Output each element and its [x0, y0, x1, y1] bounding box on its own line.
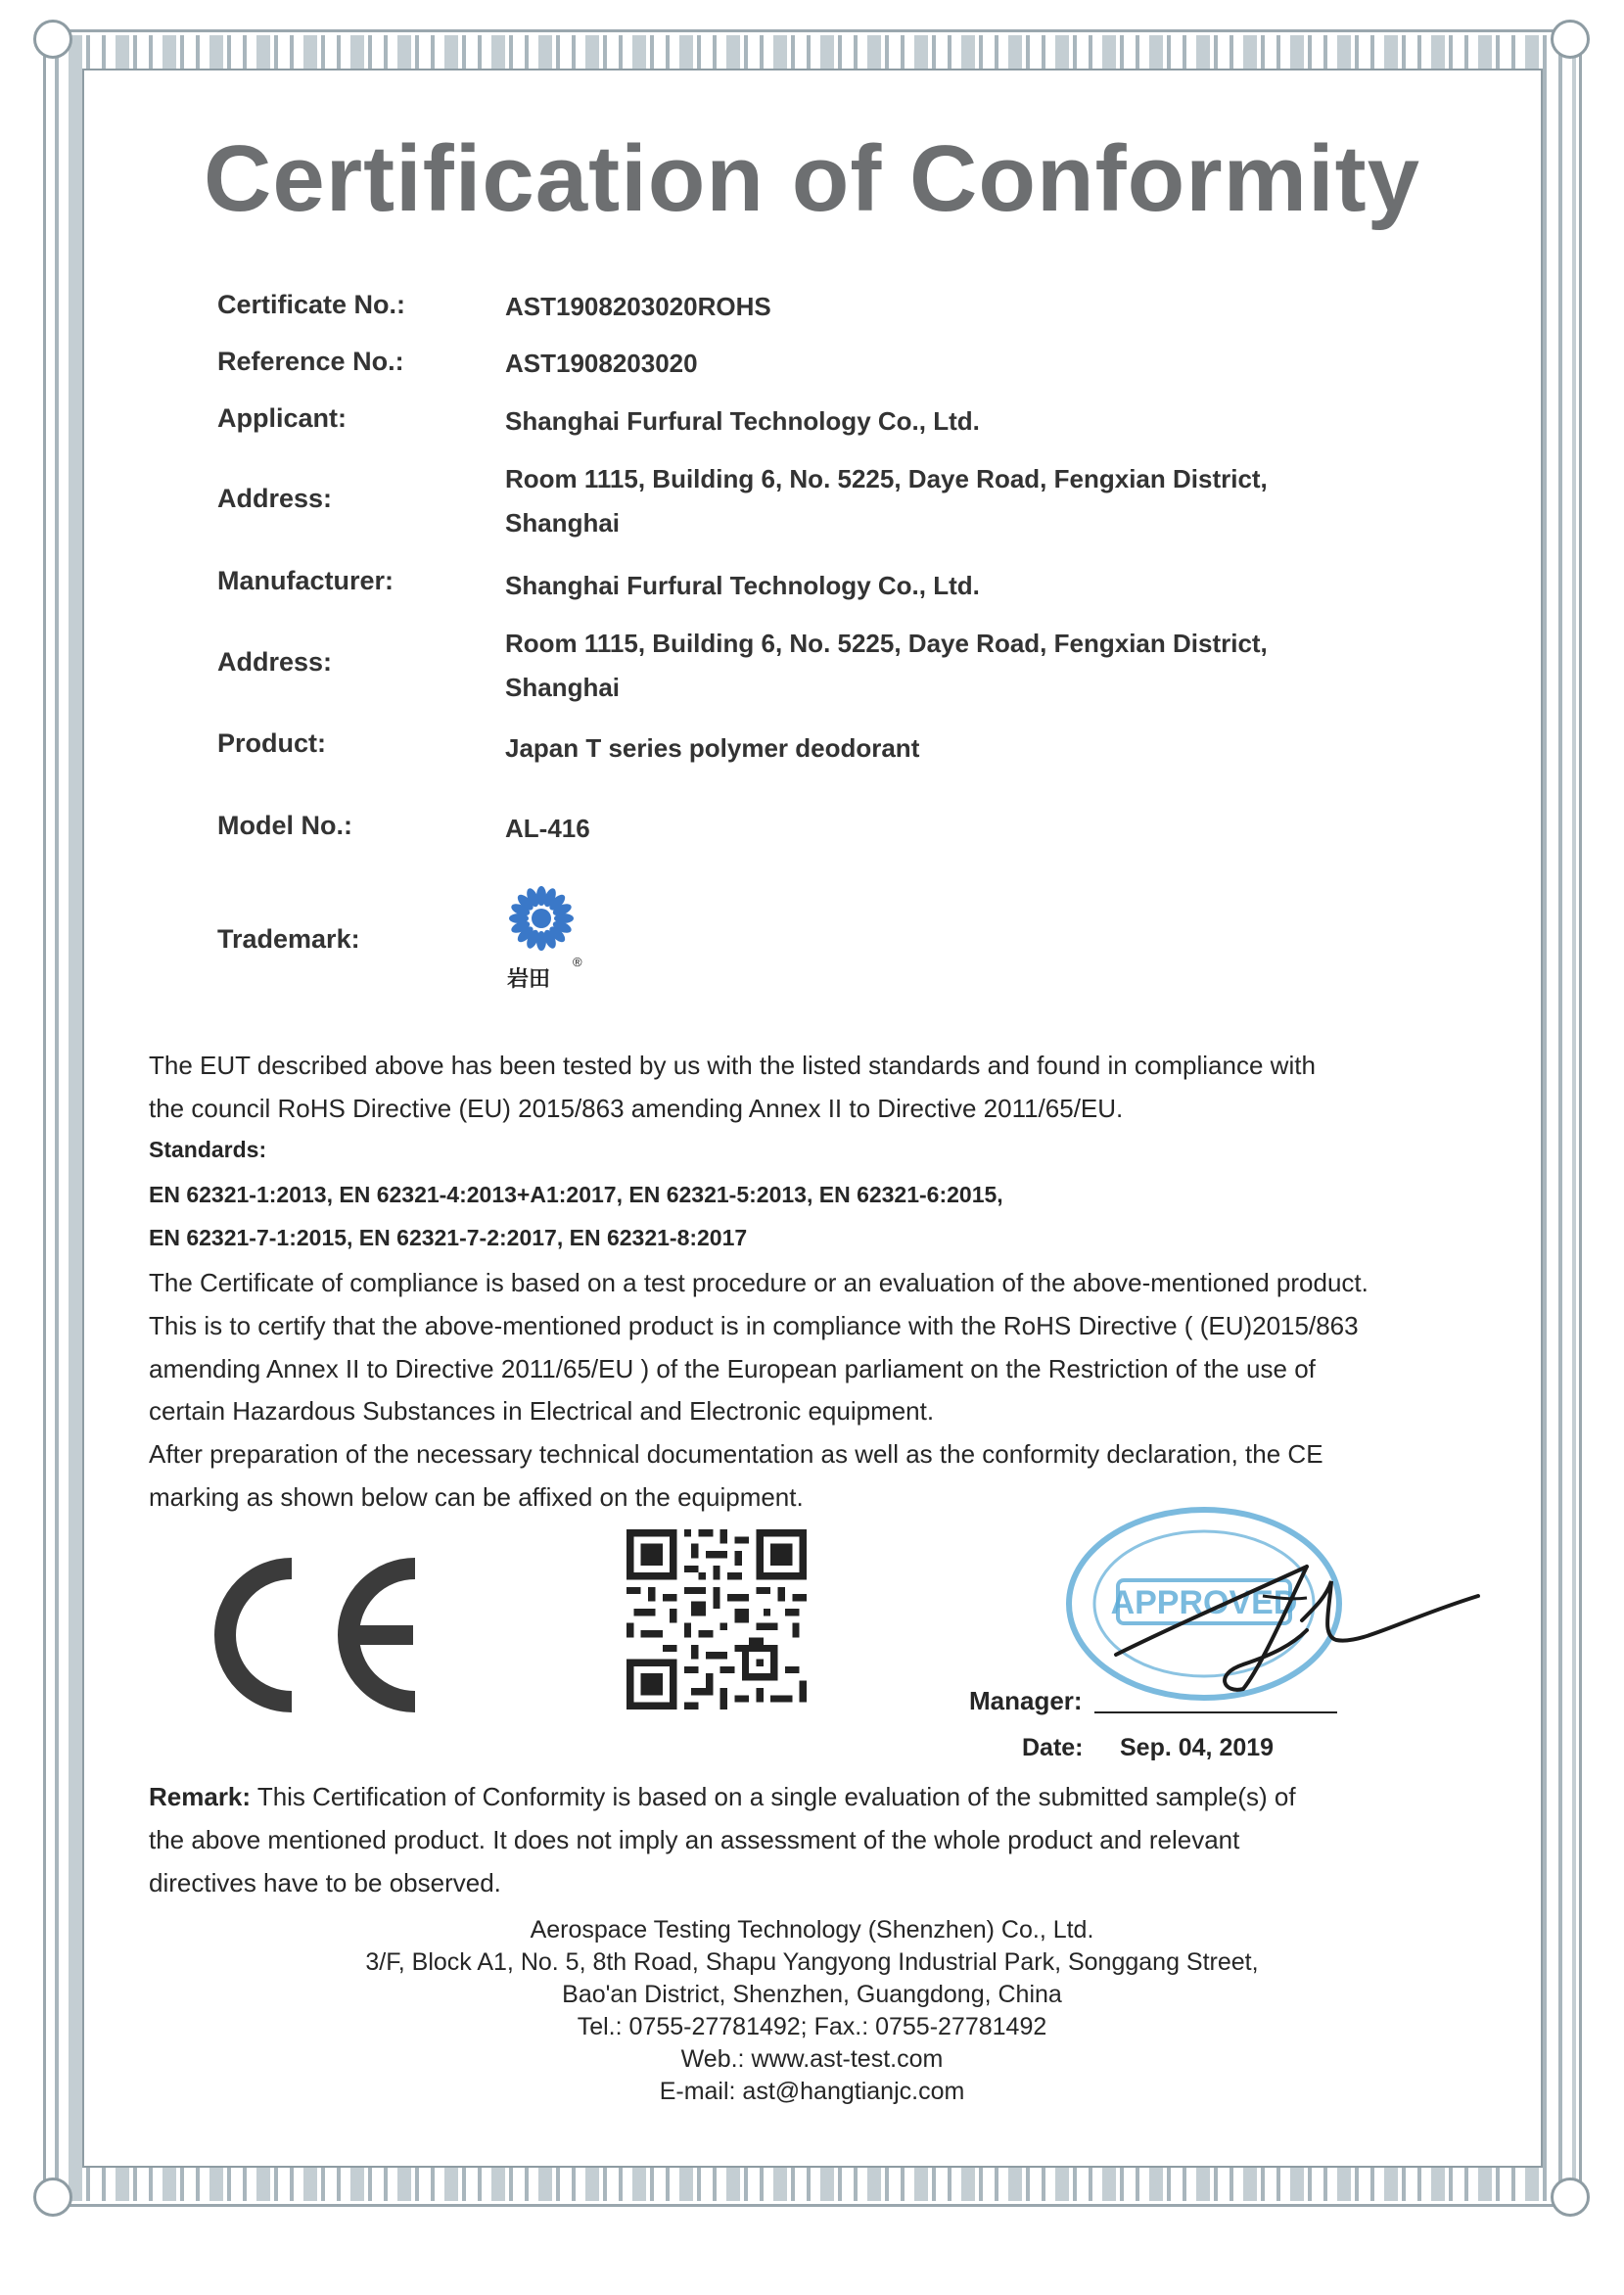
manufacturer-address-line1: Room 1115, Building 6, No. 5225, Daye Road, Fengxian District,	[505, 629, 1268, 658]
manufacturer-address-label: Address:	[217, 647, 333, 677]
manager-label: Manager:	[969, 1686, 1083, 1715]
corner-ornament-icon	[33, 2178, 72, 2217]
reference-no-label: Reference No.:	[217, 347, 404, 376]
compliance-line3: amending Annex II to Directive 2011/65/EU ) of the European parliament on the Restriction of the use of	[149, 1354, 1316, 1383]
product-value: Japan T series polymer deodorant	[505, 733, 920, 763]
registered-symbol: ®	[573, 955, 582, 969]
issuer-name: Aerospace Testing Technology (Shenzhen) Co., Ltd.	[530, 1916, 1094, 1944]
applicant-value: Shanghai Furfural Technology Co., Ltd.	[505, 406, 980, 436]
issuer-address-line1: 3/F, Block A1, No. 5, 8th Road, Shapu Yangyong Industrial Park, Songgang Street,	[365, 1948, 1259, 1976]
date-value: Sep. 04, 2019	[1120, 1734, 1275, 1761]
issuer-web: Web.: www.ast-test.com	[680, 2045, 944, 2073]
manager-signature-line	[1094, 1711, 1337, 1713]
model-no-value: AL-416	[505, 814, 590, 843]
standards-title: Standards:	[149, 1137, 267, 1162]
certificate-no-label: Certificate No.:	[217, 290, 406, 319]
compliance-line5: After preparation of the necessary technical documentation as well as the conformity declaration, the CE	[149, 1439, 1323, 1469]
applicant-address-label: Address:	[217, 484, 333, 513]
corner-ornament-icon	[1551, 20, 1590, 59]
compliance-line4: certain Hazardous Substances in Electrical and Electronic equipment.	[149, 1396, 935, 1426]
issuer-phone: Tel.: 0755-27781492; Fax.: 0755-27781492	[577, 2013, 1047, 2040]
certificate-no-value: AST1908203020ROHS	[505, 292, 771, 321]
applicant-address-line1: Room 1115, Building 6, No. 5225, Daye Road, Fengxian District,	[505, 464, 1268, 493]
stamp-approved-text: APPROVED	[1110, 1584, 1298, 1621]
remark-line1: This Certification of Conformity is based on a single evaluation of the submitted sample(s) of	[251, 1782, 1296, 1811]
issuer-email: E-mail: ast@hangtianjc.com	[659, 2078, 965, 2105]
qr-code-icon	[626, 1529, 807, 1710]
remark-label: Remark:	[149, 1782, 252, 1811]
signature-icon	[1106, 1527, 1488, 1704]
issuer-address-line2: Bao'an District, Shenzhen, Guangdong, China	[562, 1981, 1062, 2008]
applicant-address-line2: Shanghai	[505, 508, 621, 538]
issuer-block	[0, 1914, 1624, 2108]
compliance-line1: The Certificate of compliance is based on a test procedure or an evaluation of the above-mentioned product.	[149, 1268, 1369, 1297]
ce-mark-icon	[206, 1547, 441, 1723]
date-label: Date:	[1022, 1734, 1084, 1761]
trademark-label: Trademark:	[217, 924, 360, 954]
remark-line2: the above mentioned product. It does not imply an assessment of the whole product and relevant	[149, 1825, 1240, 1854]
certificate-title: Certification of Conformity	[204, 126, 1420, 231]
remark-paragraph	[149, 1775, 1461, 1904]
manufacturer-address-line2: Shanghai	[505, 673, 621, 702]
eut-statement-line2: the council RoHS Directive (EU) 2015/863 amending Annex II to Directive 2011/65/EU.	[149, 1094, 1124, 1123]
applicant-label: Applicant:	[217, 403, 347, 433]
trademark-logo-icon	[509, 886, 574, 951]
eut-statement-line1: The EUT described above has been tested by us with the listed standards and found in compliance with	[149, 1051, 1316, 1080]
trademark-text: 岩田	[507, 966, 551, 991]
manufacturer-value: Shanghai Furfural Technology Co., Ltd.	[505, 571, 980, 600]
compliance-line6: marking as shown below can be affixed on the equipment.	[149, 1482, 804, 1512]
remark-line3: directives have to be observed.	[149, 1868, 501, 1897]
reference-no-value: AST1908203020	[505, 349, 698, 378]
corner-ornament-icon	[1551, 2178, 1590, 2217]
standards-line2: EN 62321-7-1:2015, EN 62321-7-2:2017, EN 62321-8:2017	[149, 1225, 748, 1250]
standards-line1: EN 62321-1:2013, EN 62321-4:2013+A1:2017, EN 62321-5:2013, EN 62321-6:2015,	[149, 1182, 1003, 1207]
manufacturer-label: Manufacturer:	[217, 566, 394, 595]
product-label: Product:	[217, 728, 326, 758]
compliance-line2: This is to certify that the above-mentioned product is in compliance with the RoHS Directive ( (EU)2015/863	[149, 1311, 1359, 1340]
model-no-label: Model No.:	[217, 811, 352, 840]
corner-ornament-icon	[33, 20, 72, 59]
